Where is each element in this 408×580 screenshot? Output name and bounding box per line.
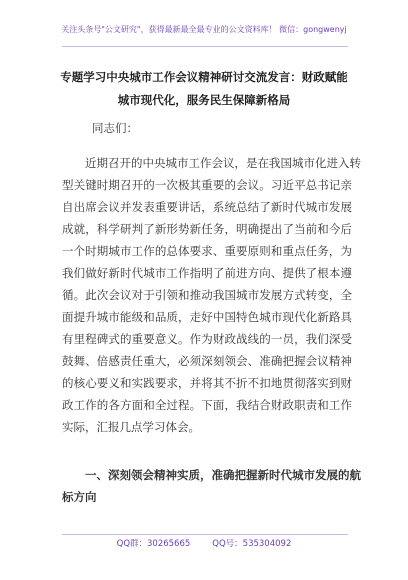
- footer-qq-group: QQ群：30265665: [116, 539, 191, 549]
- footer-qq-number: QQ号：535304092: [212, 539, 292, 549]
- document-title: [50, 66, 358, 112]
- body-paragraph: [62, 152, 361, 438]
- title-line: 专题学习中央城市工作会议精神研讨交流发言：财政赋能: [60, 70, 348, 84]
- paragraph-line: 鼓舞、倍感责任重大，必须深刻领会、准确把握会议精神: [62, 354, 352, 368]
- section-heading-line: 一、深刻领会精神实质，准确把握新时代城市发展的航: [85, 468, 361, 482]
- paragraph-line: 型关键时期召开的一次极其重要的会议。习近平总书记亲: [62, 178, 352, 192]
- footer-divider: [62, 534, 348, 535]
- paragraph-line: 近期召开的中央城市工作会议，是在我国城市化进入转: [85, 156, 361, 170]
- paragraph-line: 一个时期城市工作的总体要求、重要原则和重点任务，为: [62, 244, 352, 258]
- paragraph-line: 我们做好新时代城市工作指明了前进方向、提供了根本遵: [62, 266, 352, 280]
- header-banner: 关注头条号"公文研究"，获得最新最全最专业的公文资料库！ 微信：gongwenyj: [61, 25, 347, 34]
- paragraph-line: 的核心要义和实践要求，并将其不折不扣地贯彻落实到财: [62, 376, 352, 390]
- footer: [0, 537, 408, 549]
- paragraph-line: 面提升城市能级和品质，走好中国特色城市现代化新路具: [62, 310, 352, 324]
- paragraph-line: 有里程碑式的重要意义。作为财政战线的一员，我们深受: [62, 332, 352, 346]
- section-heading: [62, 464, 361, 508]
- paragraph-line: 成就，科学研判了新形势新任务，明确提出了当前和今后: [62, 222, 352, 236]
- paragraph-line: 实际，汇报几点学习体会。: [62, 420, 200, 434]
- paragraph-line: 政工作的各方面和全过程。下面，我结合财政职责和工作: [62, 398, 352, 412]
- title-line: 城市现代化，服务民生保障新格局: [117, 93, 291, 107]
- section-heading-line: 标方向: [62, 490, 97, 504]
- paragraph-line: 自出席会议并发表重要讲话，系统总结了新时代城市发展: [62, 200, 352, 214]
- paragraph-line: 循。此次会议对于引领和推动我国城市发展方式转变，全: [62, 288, 352, 302]
- salutation: 同志们：: [92, 121, 138, 135]
- header-divider: [62, 46, 348, 47]
